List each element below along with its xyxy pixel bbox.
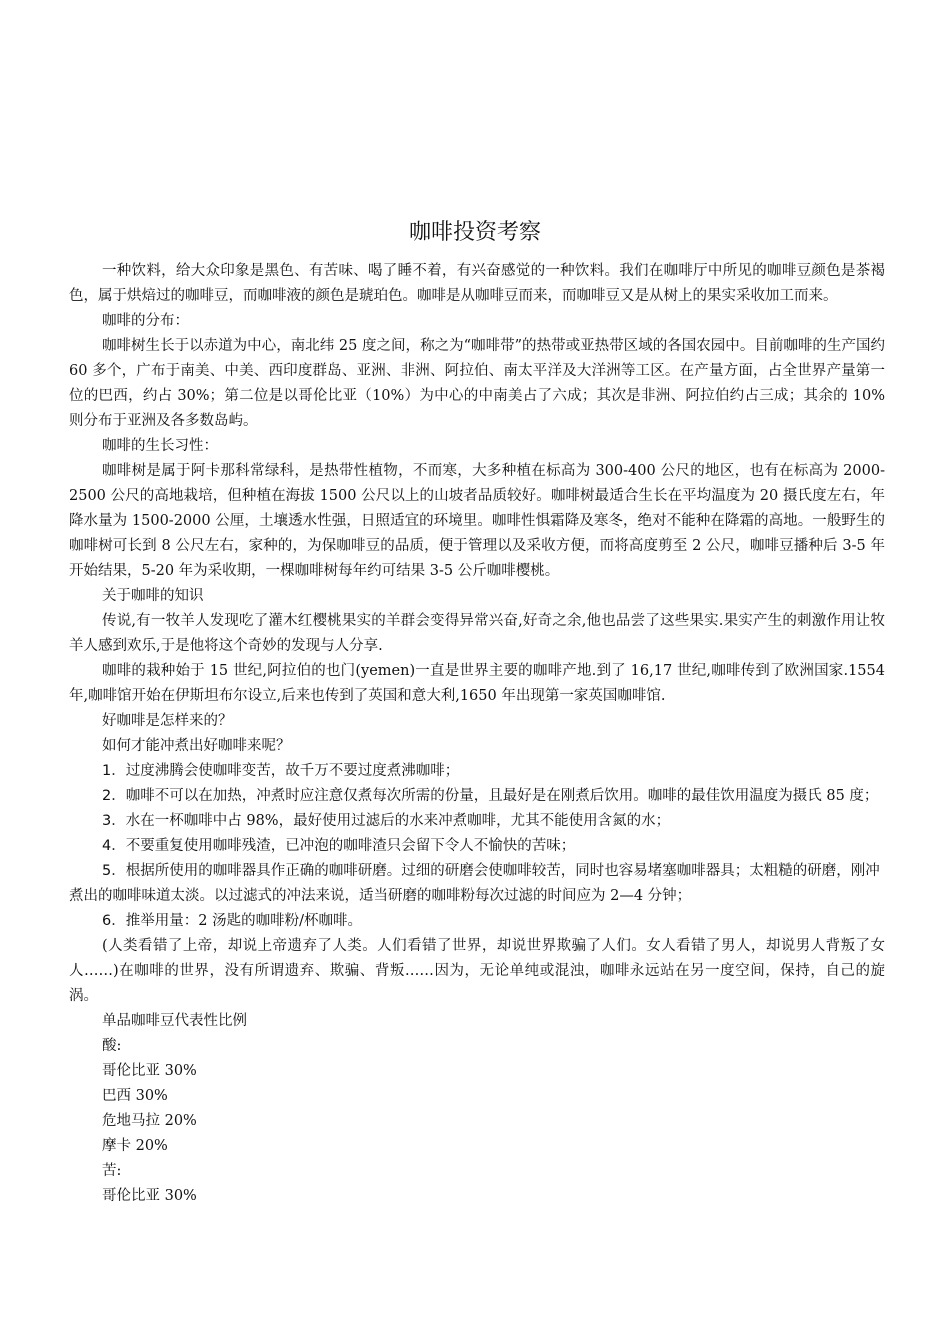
list-item: 4．不要重复使用咖啡残渣，已冲泡的咖啡渣只会留下令人不愉快的苦味； bbox=[102, 838, 576, 854]
section-heading-how-to-brew: 如何才能冲煮出好咖啡来呢？ bbox=[102, 738, 291, 754]
intro-paragraph: 一种饮料，给大众印象是黑色、有苦味、喝了睡不着，有兴奋感觉的一种饮料。我们在咖啡厅中所见的咖啡豆颜色是茶褐色，属于烘焙过的咖啡豆，而咖啡液的颜色是琥珀色。咖啡是从咖啡豆而来，而咖啡豆又是从树上的果实采收加工而来。 bbox=[69, 263, 885, 304]
section-heading-knowledge: 关于咖啡的知识 bbox=[102, 588, 204, 604]
brewing-tips-list bbox=[69, 759, 885, 934]
ratio-heading: 单品咖啡豆代表性比例 bbox=[102, 1013, 247, 1029]
list-item: 危地马拉 20% bbox=[102, 1113, 197, 1129]
section-heading-good-coffee: 好咖啡是怎样来的？ bbox=[102, 713, 233, 729]
list-item: 哥伦比亚 30% bbox=[102, 1063, 197, 1079]
bitter-label: 苦: bbox=[102, 1163, 122, 1179]
distribution-paragraph: 咖啡树生长于以赤道为中心，南北纬 25 度之间，称之为“咖啡带”的热带或亚热带区域的各国农园中。目前咖啡的生产国约 60 多个，广布于南美、中美、西印度群岛、亚洲、非洲、阿拉伯、南太平洋及大洋洲等工区。在产量方面，占全世界产量第一位的巴西，约占 30%；第二位是以哥伦比亚（10%）为中心的中南美占了六成；其次是非洲、阿拉伯约占三成；其余的 10%则分布于亚洲及各多数岛屿。 bbox=[69, 338, 885, 429]
list-item: 6．推举用量：2 汤匙的咖啡粉/杯咖啡。 bbox=[102, 913, 362, 929]
list-item: 哥伦比亚 30% bbox=[102, 1188, 197, 1204]
section-heading-habit: 咖啡的生长习性： bbox=[102, 438, 218, 454]
document-title: 咖啡投资考察 bbox=[408, 220, 541, 245]
sour-label: 酸: bbox=[102, 1038, 122, 1054]
list-item: 巴西 30% bbox=[102, 1088, 168, 1104]
list-item: 3．水在一杯咖啡中占 98%，最好使用过滤后的水来冲煮咖啡，尤其不能使用含氮的水； bbox=[102, 813, 671, 829]
quote-paragraph: (人类看错了上帝，却说上帝遗弃了人类。人们看错了世界，却说世界欺骗了人们。女人看错了男人，却说男人背叛了女人……)在咖啡的世界，没有所谓遗弃、欺骗、背叛……因为，无论单纯或混浊，咖啡永远站在另一度空间，保持，自己的旋涡。 bbox=[69, 938, 885, 1004]
section-heading-distribution: 咖啡的分布： bbox=[102, 313, 189, 329]
habit-paragraph: 咖啡树是属于阿卡那科常绿科，是热带性植物，不而寒，大多种植在标高为 300-400 公尺的地区，也有在标高为 2000-2500 公尺的高地栽培，但种植在海拔 1500 公尺以上的山坡者品质较好。咖啡树最适合生长在平均温度为 20 摄氏度左右，年降水量为 1500-2000 公厘，土壤透水性强，日照适宜的环境里。咖啡性惧霜降及寒冬，绝对不能种在降霜的高地。一般野生的咖啡树可长到 8 公尺左右，家种的，为保咖啡豆的品质，便于管理以及采收方便，而将高度剪至 2 公尺，咖啡豆播种后 3-5 年开始结果，5-20 年为采收期，一棵咖啡树每年约可结果 3-5 公斤咖啡樱桃。 bbox=[69, 463, 885, 579]
history-paragraph: 咖啡的栽种始于 15 世纪,阿拉伯的也门(yemen)一直是世界主要的咖啡产地.到了 16,17 世纪,咖啡传到了欧洲国家.1554 年,咖啡馆开始在伊斯坦布尔设立,后来也传到了英国和意大利,1650 年出现第一家英国咖啡馆. bbox=[69, 663, 885, 704]
list-item: 2．咖啡不可以在加热，冲煮时应注意仅煮每次所需的份量，且最好是在刚煮后饮用。咖啡的最佳饮用温度为摄氏 85 度； bbox=[102, 788, 879, 804]
list-item: 摩卡 20% bbox=[102, 1138, 168, 1154]
list-item: 1．过度沸腾会使咖啡变苦，故千万不要过度煮沸咖啡； bbox=[102, 763, 460, 779]
document-body bbox=[69, 259, 885, 1209]
legend-paragraph: 传说,有一牧羊人发现吃了灌木红樱桃果实的羊群会变得异常兴奋,好奇之余,他也品尝了这些果实.果实产生的刺激作用让牧羊人感到欢乐,于是他将这个奇妙的发现与人分享. bbox=[69, 613, 885, 654]
list-item: 5．根据所使用的咖啡器具作正确的咖啡研磨。过细的研磨会使咖啡较苦，同时也容易堵塞咖啡器具；太粗糙的研磨，刚冲煮出的咖啡味道太淡。以过滤式的冲法来说，适当研磨的咖啡粉每次过滤的时间应为 2—4 分钟； bbox=[69, 863, 880, 904]
